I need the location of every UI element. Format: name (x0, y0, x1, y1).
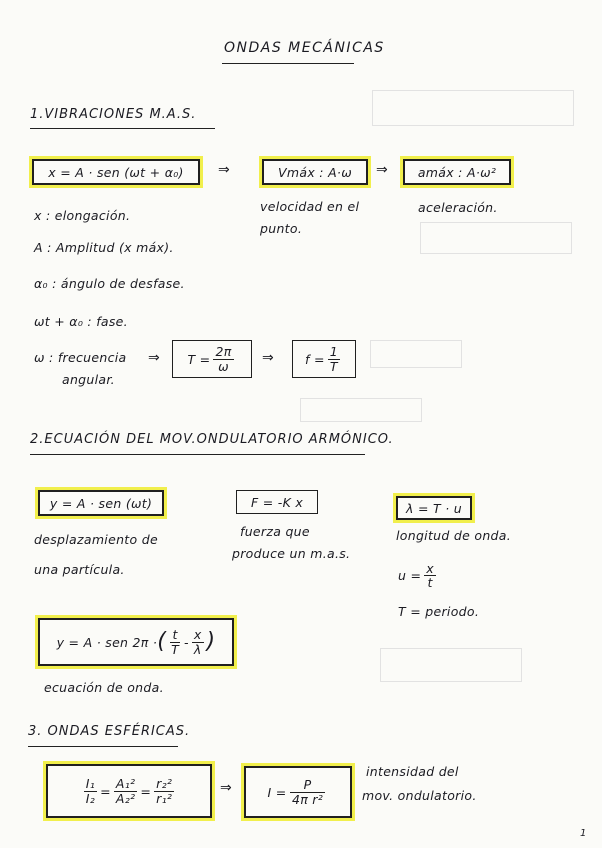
speed-numerator: x (426, 561, 434, 576)
wave-time-denominator: T (171, 641, 180, 657)
formula-intensity (244, 766, 352, 818)
equals-sign: = (100, 783, 111, 799)
formula-force: F = -K x (236, 490, 318, 514)
period-definition: T = periodo. (398, 604, 480, 619)
section-heading: 1.VIBRACIONES M.A.S. (30, 107, 197, 122)
force-description: fuerza que (240, 524, 310, 539)
definition-A: A : Amplitud (x máx). (34, 240, 174, 255)
section-heading: 2.ECUACIÓN DEL MOV.ONDULATORIO ARMÓNICO. (30, 432, 394, 447)
formula-period (172, 340, 252, 378)
frequency-numerator: 1 (329, 344, 338, 360)
bleed-through-box (420, 222, 572, 254)
vmax-description: velocidad en el punto. (260, 199, 360, 236)
formula-frequency (292, 340, 356, 378)
displacement-description: desplazamiento de (34, 532, 158, 547)
definition-omega: ω : frecuencia (34, 350, 127, 365)
section-heading: 3. ONDAS ESFÉRICAS. (28, 724, 191, 739)
bleed-through-box (380, 648, 522, 682)
bleed-through-box (372, 90, 574, 126)
implies-arrow: ⇒ (148, 350, 161, 366)
period-denominator: ω (218, 358, 229, 374)
implies-arrow: ⇒ (218, 162, 231, 178)
formula-wavelength: λ = T · u (396, 496, 472, 520)
intensity-lhs: I = (267, 784, 287, 800)
wave-minus: - (184, 634, 189, 650)
displacement-description-cont: una partícula. (34, 562, 125, 577)
formula-wave-equation: y = A · sen 2π · ( $\frac{t}{T}$ - $\frac{x}{\lambda}$ ) (38, 618, 234, 666)
intensity-description: intensidad del (366, 764, 459, 779)
formula-elongation: x = A · sen (ωt + α₀) (32, 159, 200, 185)
formula-speed (398, 562, 439, 589)
wave-equation-lhs: y = A · sen 2π · (56, 634, 158, 650)
formula-intensity-ratio (46, 764, 212, 818)
title-underline (222, 63, 354, 64)
force-description-cont: produce un m.a.s. (232, 546, 351, 561)
definition-x: x : elongación. (34, 208, 131, 223)
wave-space-denominator: λ (193, 641, 202, 657)
period-numerator: 2π (215, 344, 232, 360)
bleed-through-box (370, 340, 462, 368)
amplitude-1-squared: A₁² (115, 776, 136, 792)
wave-equation-description: ecuación de onda. (44, 680, 164, 695)
speed-lhs: u = (398, 568, 422, 584)
definition-omega-cont: angular. (62, 372, 115, 387)
definition-alpha: α₀ : ángulo de desfase. (34, 276, 185, 291)
amax-description: aceleración. (418, 200, 498, 215)
intensity-1: I₁ (85, 776, 96, 792)
formula-amax: amáx : A·ω² (403, 159, 511, 185)
wavelength-description: longitud de onda. (396, 528, 512, 543)
bleed-through-box (300, 398, 422, 422)
formula-vmax: Vmáx : A·ω (262, 159, 368, 185)
intensity-2: I₂ (85, 790, 96, 806)
implies-arrow: ⇒ (376, 162, 389, 178)
implies-arrow: ⇒ (220, 780, 233, 796)
radius-1-squared: r₁² (156, 790, 173, 806)
heading-underline (30, 454, 365, 455)
heading-underline (30, 128, 215, 129)
wave-time-numerator: t (172, 627, 178, 643)
period-lhs: T = (187, 351, 211, 367)
intensity-description-cont: mov. ondulatorio. (362, 788, 477, 803)
frequency-denominator: T (329, 358, 338, 374)
page-title: ONDAS MECÁNICAS (224, 40, 385, 56)
radius-2-squared: r₂² (156, 776, 173, 792)
sphere-area: 4π r² (291, 791, 324, 807)
equals-sign: = (140, 783, 152, 799)
amplitude-2-squared: A₂² (115, 790, 136, 806)
page-number: 1 (580, 828, 587, 839)
frequency-lhs: f = (304, 351, 325, 367)
power: P (290, 778, 326, 792)
formula-displacement: y = A · sen (ωt) (38, 490, 164, 516)
definition-phase: ωt + α₀ : fase. (34, 314, 128, 329)
speed-denominator: t (427, 575, 433, 591)
heading-underline (28, 746, 178, 747)
implies-arrow: ⇒ (262, 350, 275, 366)
wave-space-numerator: x (193, 627, 202, 643)
